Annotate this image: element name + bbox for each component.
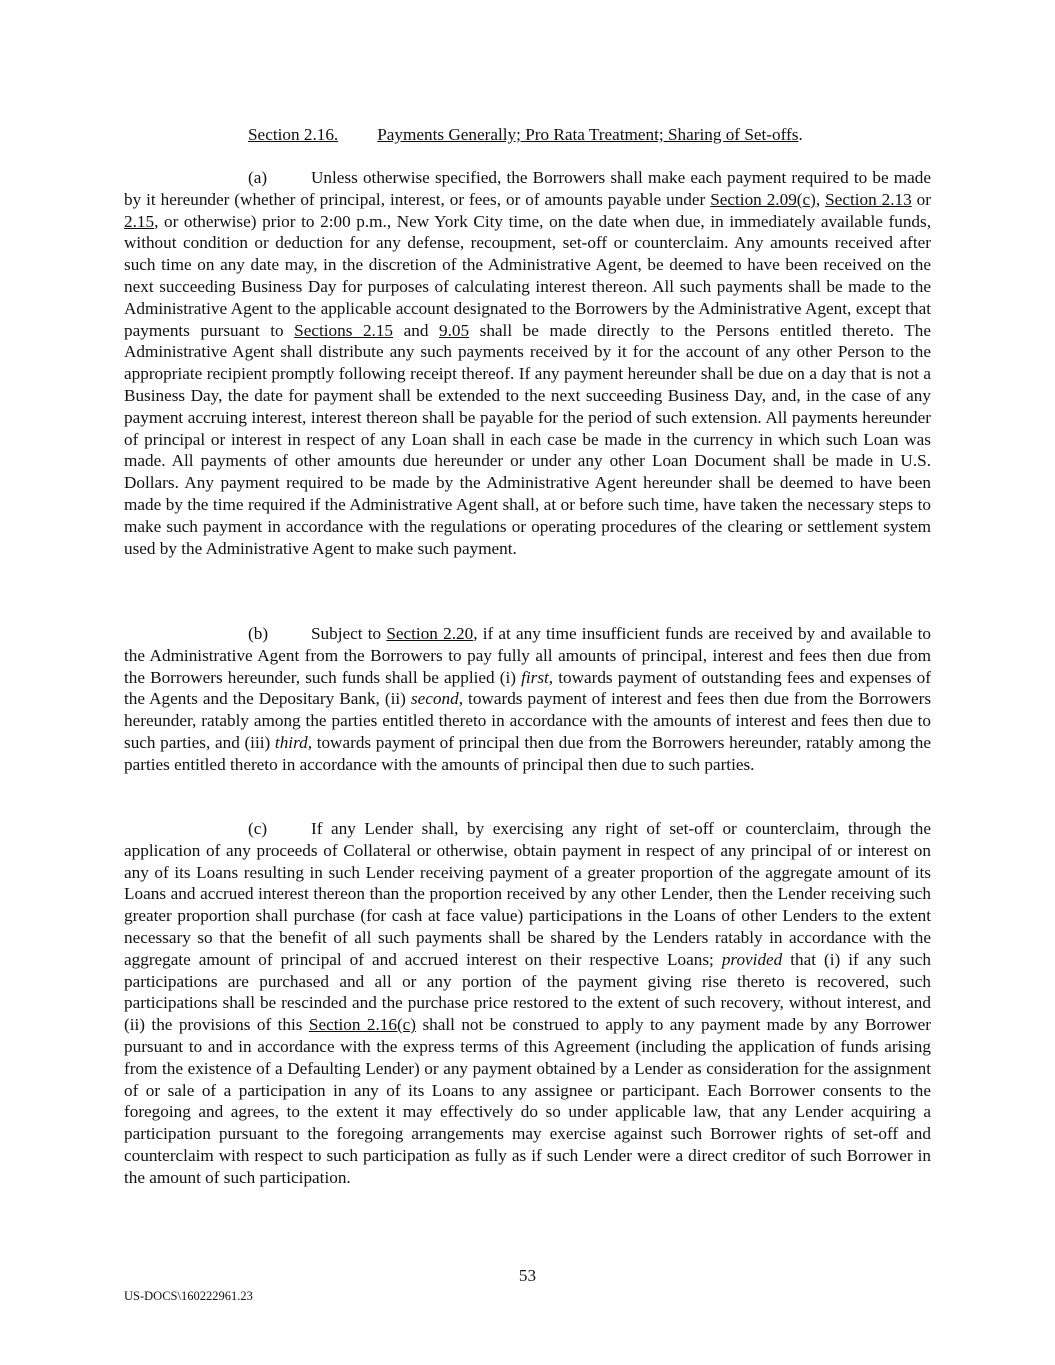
paragraph-text: Subject to <box>311 624 387 643</box>
cross-reference: 2.15 <box>124 211 155 231</box>
paragraph-text: and <box>393 320 439 340</box>
cross-reference: Section 2.20 <box>386 624 474 643</box>
paragraph-c-label: (c) <box>248 819 268 838</box>
paragraph-a <box>124 167 931 559</box>
paragraph-text: , towards payment of outstanding fees and expenses of the Agents and the Depositary Bank, (ii) <box>124 667 931 709</box>
paragraph-text: shall not be construed to apply to any payment made by any Borrower pursuant to and in accordance with the express terms of this Agreement (including the application of funds arising from the existence of a Defaulting Lender) or any payment obtained by a Lender as consideration for the assignment of or sale of a participation in any of its Loans to any assignee or participant. Each Borrower consents to the foregoing and agrees, to the extent it may effectively do so under applicable law, that any Lender acquiring a participation pursuant to the foregoing arrangements may exercise against such Borrower rights of set-off and counterclaim with respect to such participation as fully as if such Lender were a direct creditor of such Borrower in the amount of such participation. <box>124 1015 931 1187</box>
cross-reference: Section 2.09(c) <box>710 189 816 209</box>
paragraph-text: shall be made directly to the Persons entitled thereto. The Administrative Agent shall distribute any such payments received by it for the account of any other Person to the appropriate recipient promptly following receipt thereof. If any payment hereunder shall be due on a day that is not a Business Day, the date for payment shall be extended to the next succeeding Business Day, and, in the case of any payment accruing interest, interest thereon shall be payable for the period of such extension. All payments hereunder of principal or interest in respect of any Loan shall in each case be made in the currency in which such Loan was made. All payments of other amounts due hereunder or under any other Loan Document shall be made in U.S. Dollars. Any payment required to be made by the Administrative Agent hereunder shall be deemed to have been made by the time required if the Administrative Agent shall, at or before such time, have taken the necessary steps to make such payment in accordance with the regulations or operating procedures of the clearing or settlement system used by the Administrative Agent to make such payment. <box>124 320 931 558</box>
section-number: Section 2.16. <box>248 125 339 144</box>
paragraph-text: , <box>815 189 826 209</box>
emphasis: second <box>410 689 459 709</box>
paragraph-text: If any Lender shall, by exercising any right of set-off or counterclaim, through the application of any proceeds of Collateral or otherwise, obtain payment in respect of any principal of or interest on any of its Loans resulting in such Lender receiving payment of a greater proportion of the aggregate amount of its Loans and accrued interest thereon than the proportion received by any other Lender, then the Lender receiving such greater proportion shall purchase (for cash at face value) participations in the Loans of other Lenders to the extent necessary so that the benefit of all such payments shall be shared by the Lenders ratably in accordance with the aggregate amount of principal of and accrued interest on their respective Loans; <box>124 819 931 969</box>
cross-reference: Sections 2.15 <box>294 320 394 340</box>
cross-reference: Section 2.16(c) <box>308 1015 417 1035</box>
emphasis: first <box>521 667 549 687</box>
section-title: Payments Generally; Pro Rata Treatment; Sharing of Set-offs <box>377 125 799 144</box>
paragraph-text: , or otherwise) prior to 2:00 p.m., New York City time, on the date when due, in immediately available funds, without condition or deduction for any defense, recoupment, set-off or counterclaim. Any amounts received after such time on any date may, in the discretion of the Administrative Agent, be deemed to have been received on the next succeeding Business Day for purposes of calculating interest thereon. All such payments shall be made to the Administrative Agent to the applicable account designated to the Borrowers by the Administrative Agent, except that payments pursuant to <box>124 211 931 340</box>
cross-reference: 9.05 <box>439 320 470 340</box>
paragraph-text: , towards payment of interest and fees then due from the Borrowers hereunder, ratably among the parties entitled thereto in accordance with the amounts of interest and fees then due to such parties, and (iii) <box>124 689 932 752</box>
paragraph-text: that (i) if any such participations are purchased and all or any portion of the payment giving rise thereto is recovered, such participations shall be rescinded and the purchase price restored to the extent of such recovery, without interest, and (ii) the provisions of this <box>124 949 931 1035</box>
paragraph-text: Unless otherwise specified, the Borrowers shall make each payment required to be made by it hereunder (whether of principal, interest, or fees, or of amounts payable under <box>124 168 931 209</box>
cross-reference: Section 2.13 <box>825 189 912 209</box>
paragraph-text: , if at any time insufficient funds are received by and available to the Administrative Agent from the Borrowers to pay fully all amounts of principal, interest and fees then due from the Borrowers hereunder, such funds shall be applied (i) <box>124 624 931 687</box>
paragraph-b-label: (b) <box>248 624 269 643</box>
emphasis: third <box>274 732 308 752</box>
paragraph-text: or <box>911 189 931 209</box>
section-title-period: . <box>798 125 803 144</box>
paragraph-a-label: (a) <box>248 168 268 187</box>
paragraph-b <box>124 623 931 776</box>
paragraph-text: , towards payment of principal then due from the Borrowers hereunder, ratably among the parties entitled thereto in accordance with the amounts of principal then due to such parties. <box>124 732 931 774</box>
page-number: 53 <box>518 1266 537 1285</box>
section-heading <box>248 124 803 146</box>
paragraph-c <box>124 818 931 1189</box>
emphasis: provided <box>721 949 783 969</box>
document-id: US-DOCS\160222961.23 <box>124 1289 253 1303</box>
